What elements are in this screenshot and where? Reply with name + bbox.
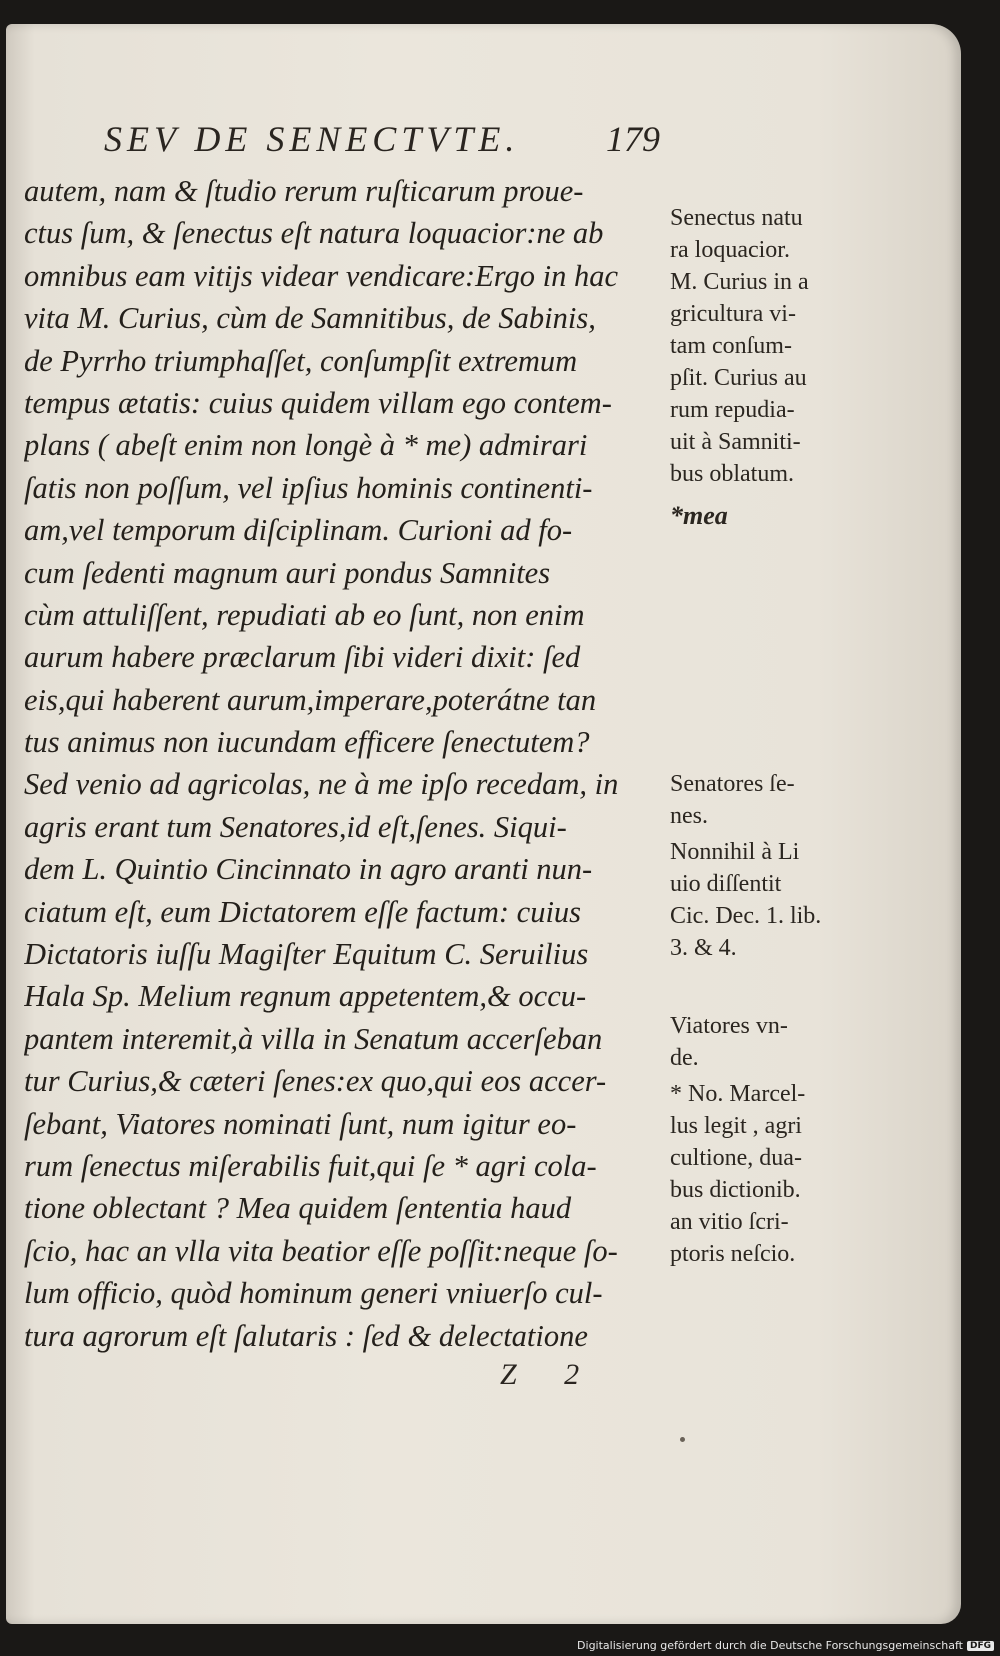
signature-mark: Z 2 — [500, 1358, 600, 1391]
margin-note-line: Senectus natu — [670, 205, 803, 231]
text-line: Sed venio ad agricolas, ne à me ipſo recedam, in — [24, 767, 619, 802]
margin-note-line: bus dictionib. — [670, 1177, 801, 1203]
margin-note-senatores — [670, 768, 860, 832]
margin-note-line: uio diſſentit — [670, 871, 782, 897]
margin-note-line: uit à Samniti- — [670, 429, 801, 455]
text-line: autem, nam & ſtudio rerum ruſticarum proue- — [24, 174, 584, 208]
margin-note-line: Senatores ſe- — [670, 771, 795, 797]
margin-note-line: M. Curius in a — [670, 269, 809, 295]
paper-speck — [680, 1437, 685, 1442]
main-text-column — [24, 170, 674, 1357]
margin-note-line: lus legit , agri — [670, 1113, 802, 1139]
text-line: Dictatoris iuſſu Magiſter Equitum C. Seruilius — [24, 937, 589, 972]
margin-note-line: de. — [670, 1045, 699, 1071]
text-line: aurum habere præclarum ſibi videri dixit: ſed — [24, 640, 581, 675]
margin-note-line: gricultura vi- — [670, 301, 796, 327]
text-line: omnibus eam vitijs videar vendicare:Ergo in hac — [24, 258, 619, 293]
footer-credit — [577, 1639, 994, 1652]
text-line: cum ſedenti magnum auri pondus Samnites — [24, 555, 551, 590]
footer-credit-text: Digitalisierung gefördert durch die Deutsche Forschungsgemeinschaft — [577, 1639, 963, 1652]
margin-note-line: ptoris neſcio. — [670, 1241, 796, 1267]
margin-note-line: * No. Marcel- — [670, 1081, 806, 1107]
text-line: pantem interemit,à villa in Senatum accerſeban — [24, 1021, 603, 1056]
margin-note-line: Viatores vn- — [670, 1013, 788, 1039]
text-line: agris erant tum Senatores,id eſt,ſenes. Siqui- — [24, 809, 567, 844]
text-line: tus animus non iucundam efficere ſenectutem? — [24, 725, 590, 760]
text-line: tione oblectant ? Mea quidem ſententia haud — [24, 1191, 572, 1226]
margin-note-line: an vitio ſcri- — [670, 1209, 789, 1235]
margin-note-line: tam conſum- — [670, 333, 792, 359]
dfg-logo: DFG — [967, 1641, 994, 1651]
text-line: am,vel temporum diſciplinam. Curioni ad fo- — [24, 513, 573, 548]
text-line: cùm attuliſſent, repudiati ab eo ſunt, non enim — [24, 597, 585, 632]
text-line: de Pyrrho triumphaſſet, conſumpſit extremum — [24, 343, 578, 378]
text-line: ctus ſum, & ſenectus eſt natura loquacior:ne ab — [24, 216, 604, 251]
margin-note-line: cultione, dua- — [670, 1145, 802, 1171]
text-line: ſebant, Viatores nominati ſunt, num igitur eo- — [24, 1106, 577, 1141]
margin-note-senectus — [670, 202, 860, 490]
margin-note-mea — [670, 500, 860, 532]
text-line: vita M. Curius, cùm de Samnitibus, de Sabinis, — [24, 301, 596, 336]
margin-note-line: nes. — [670, 803, 708, 829]
margin-note-line: *mea — [670, 501, 728, 530]
text-line: eis,qui haberent aurum,imperare,poterátne tan — [24, 682, 597, 717]
text-line: tempus ætatis: cuius quidem villam ego contem- — [24, 385, 612, 420]
text-line: lum officio, quòd hominum generi vniuerſo cul- — [24, 1276, 603, 1311]
text-line: tur Curius,& cæteri ſenes:ex quo,qui eos accer- — [24, 1064, 607, 1099]
margin-note-line: pſit. Curius au — [670, 365, 807, 391]
margin-note-viatores — [670, 1010, 860, 1074]
text-line: plans ( abeſt enim non longè à * me) admirari — [24, 428, 588, 463]
margin-note-line: rum repudia- — [670, 397, 795, 423]
text-line: Hala Sp. Melium regnum appetentem,& occu- — [24, 979, 587, 1014]
text-line: tura agrorum eſt ſalutaris : ſed & delectatione — [24, 1318, 588, 1353]
running-title: SEV DE SENECTVTE. — [104, 119, 520, 159]
margin-note-line: Nonnihil à Li — [670, 839, 800, 865]
text-line: ſcio, hac an vlla vita beatior eſſe poſſit:neque ſo- — [24, 1233, 618, 1268]
margin-note-marcellus — [670, 1078, 860, 1270]
folio-number: 179 — [606, 119, 660, 159]
margin-note-line: Cic. Dec. 1. lib. — [670, 903, 822, 929]
margin-note-line: bus oblatum. — [670, 461, 794, 487]
margin-note-line: 3. & 4. — [670, 935, 737, 961]
text-line: dem L. Quintio Cincinnato in agro aranti nun- — [24, 852, 593, 887]
margin-note-line: ra loquacior. — [670, 237, 790, 263]
text-line: ciatum eſt, eum Dictatorem eſſe factum: cuius — [24, 894, 582, 929]
margin-note-livius — [670, 836, 860, 964]
text-line: rum ſenectus miſerabilis fuit,qui ſe * agri cola- — [24, 1148, 597, 1183]
text-line: ſatis non poſſum, vel ipſius hominis continenti- — [24, 470, 593, 505]
